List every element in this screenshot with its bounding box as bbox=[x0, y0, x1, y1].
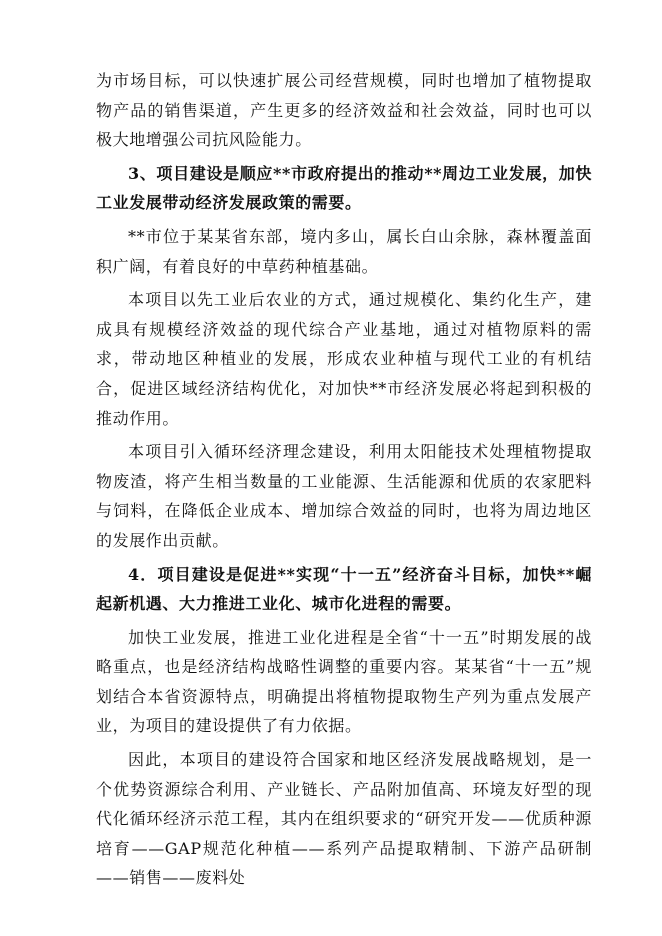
paragraph-conclusion: 因此，本项目的建设符合国家和地区经济发展战略规划，是一个优势资源综合利用、产业链长、产品附加值高、环境友好型的现代化循环经济示范工程，其内在组织要求的“研究开发——优质种源培育——GAP规范化种植——系列产品提取精制、下游产品研制——销售——废料处 bbox=[96, 750, 592, 888]
document-body bbox=[96, 66, 592, 897]
paragraph-city-overview: **市位于某某省东部，境内多山，属长白山余脉，森林覆盖面积广阔，有着良好的中草药种植基础。 bbox=[96, 226, 592, 276]
section-heading-3: 3、项目建设是顺应**市政府提出的推动**周边工业发展，加快工业发展带动经济发展政策的需要。 bbox=[96, 163, 592, 213]
section-heading-4: 4．项目建设是促进**实现“十一五”经济奋斗目标，加快**崛起新机遇、大力推进工业化、城市化进程的需要。 bbox=[96, 564, 592, 614]
paragraph-industry-approach: 本项目以先工业后农业的方式，通过规模化、集约化生产，建成具有规模经济效益的现代综合产业基地，通过对植物原料的需求，带动地区种植业的发展，形成农业种植与现代工业的有机结合，促进区域经济结构优化，对加快**市经济发展必将起到积极的推动作用。 bbox=[96, 290, 592, 428]
paragraph-industrialization: 加快工业发展，推进工业化进程是全省“十一五”时期发展的战略重点，也是经济结构战略性调整的重要内容。某某省“十一五”规划结合本省资源特点，明确提出将植物提取物生产列为重点发展产业，为项目的建设提供了有力依据。 bbox=[96, 627, 592, 736]
paragraph-circular-economy: 本项目引入循环经济理念建设，利用太阳能技术处理植物提取物废渣，将产生相当数量的工业能源、生活能源和优质的农家肥料与饲料，在降低企业成本、增加综合效益的同时，也将为周边地区的发展作出贡献。 bbox=[96, 442, 592, 550]
paragraph-continuation: 为市场目标，可以快速扩展公司经营规模，同时也增加了植物提取物产品的销售渠道，产生更多的经济效益和社会效益，同时也可以极大地增强公司抗风险能力。 bbox=[96, 71, 592, 150]
